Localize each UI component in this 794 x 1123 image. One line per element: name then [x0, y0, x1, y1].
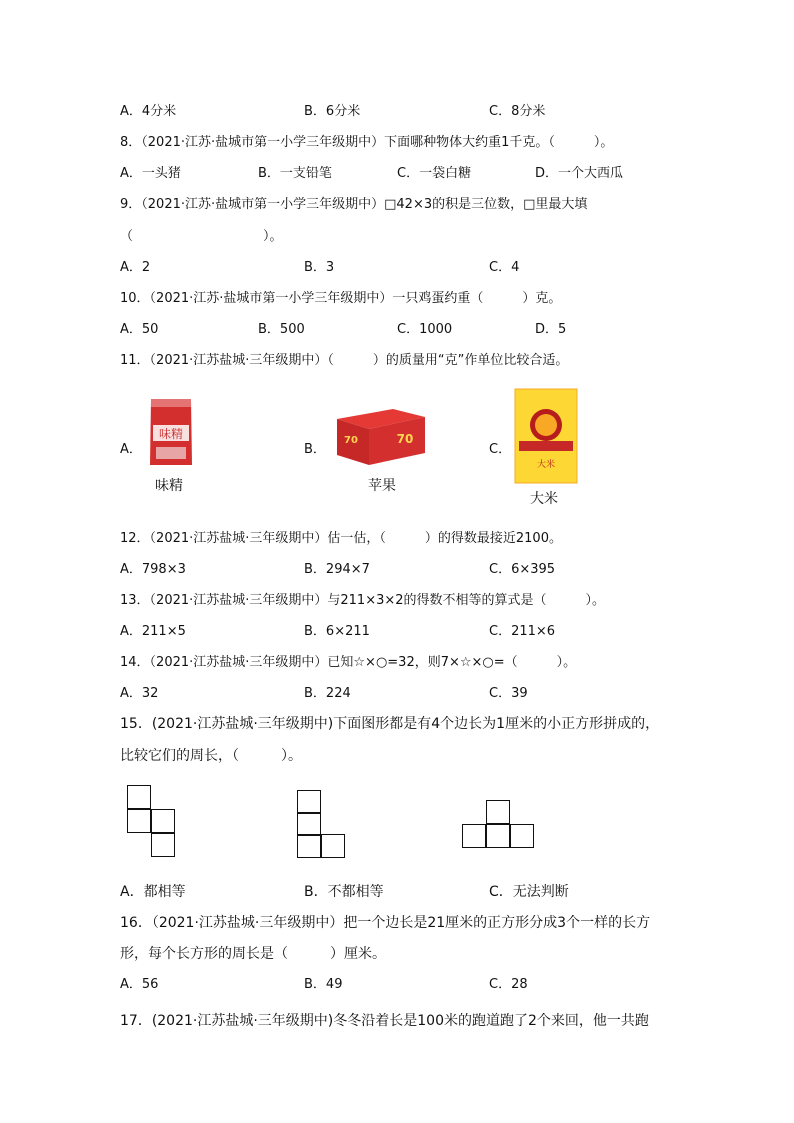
q15-option-a[interactable]: A．都相等: [120, 884, 186, 900]
q10-option-b[interactable]: B．500: [258, 322, 305, 337]
unit-square: [321, 834, 345, 858]
q13-stem: 13．（2021·江苏盐城·三年级期中）与211×3×2的得数不相等的算式是（ ）。: [120, 593, 606, 608]
msg-bag-image: [148, 397, 194, 467]
q7-option-c[interactable]: C．8分米: [489, 104, 546, 119]
q11-caption-b: 苹果: [368, 478, 396, 494]
q14-option-a[interactable]: A．32: [120, 686, 159, 701]
unit-square: [486, 800, 510, 824]
unit-square: [151, 833, 175, 857]
q14-stem: 14．（2021·江苏盐城·三年级期中）已知☆×○=32，则7×☆×○=（ ）。: [120, 655, 577, 670]
q13-option-a[interactable]: A．211×5: [120, 624, 186, 639]
q12-stem: 12．（2021·江苏盐城·三年级期中）估一估，（ ）的得数最接近2100。: [120, 531, 562, 546]
q9-option-b[interactable]: B．3: [304, 260, 335, 275]
q9-option-c[interactable]: C．4: [489, 260, 520, 275]
q8-option-c[interactable]: C．一袋白糖: [397, 166, 472, 181]
q15-stem-cont: 比较它们的周长，（ ）。: [120, 748, 302, 764]
unit-square: [297, 812, 321, 836]
q11-option-c[interactable]: C．: [489, 442, 512, 457]
unit-square: [127, 785, 151, 809]
msg-bag-label: 味精: [158, 427, 184, 441]
unit-square: [486, 824, 510, 848]
q13-option-c[interactable]: C．211×6: [489, 624, 556, 639]
unit-square: [151, 809, 175, 833]
unit-square: [510, 824, 534, 848]
q14-option-c[interactable]: C．39: [489, 686, 528, 701]
q11-option-b[interactable]: B．: [304, 442, 326, 457]
q11-caption-a: 味精: [155, 478, 183, 494]
q12-option-a[interactable]: A．798×3: [120, 562, 186, 577]
q16-option-c[interactable]: C．28: [489, 977, 528, 992]
unit-square: [462, 824, 486, 848]
q8-option-b[interactable]: B．一支铅笔: [258, 166, 332, 181]
q11-stem: 11．（2021·江苏盐城·三年级期中）（ ）的质量用“克”作单位比较合适。: [120, 353, 569, 368]
q15-option-b[interactable]: B．不都相等: [304, 884, 384, 900]
q14-option-b[interactable]: B．224: [304, 686, 351, 701]
apple-box-label-right: 70: [396, 432, 414, 446]
q13-option-b[interactable]: B．6×211: [304, 624, 370, 639]
q9-stem: 9．（2021·江苏·盐城市第一小学三年级期中）□42×3的积是三位数，□里最大填: [120, 197, 588, 212]
q11-option-a[interactable]: A．: [120, 442, 142, 457]
q10-option-d[interactable]: D．5: [535, 322, 567, 337]
q17-stem: 17．(2021·江苏盐城·三年级期中)冬冬沿着长是100米的跑道跑了2个来回，他一共跑: [120, 1013, 649, 1029]
apple-box-label-left: 70: [344, 435, 358, 446]
q16-option-a[interactable]: A．56: [120, 977, 159, 992]
unit-square: [127, 809, 151, 833]
q16-stem: 16．（2021·江苏盐城·三年级期中）把一个边长是21厘米的正方形分成3个一样的长方: [120, 915, 651, 931]
q12-option-b[interactable]: B．294×7: [304, 562, 370, 577]
q11-caption-c: 大米: [530, 491, 558, 507]
q15-option-c[interactable]: C．无法判断: [489, 884, 569, 900]
q10-stem: 10．（2021·江苏·盐城市第一小学三年级期中）一只鸡蛋约重（ ）克。: [120, 291, 562, 306]
q8-option-a[interactable]: A．一头猪: [120, 166, 181, 181]
q9-option-a[interactable]: A．2: [120, 260, 151, 275]
unit-square: [297, 834, 321, 858]
q9-stem-cont: （ ）。: [120, 229, 283, 244]
rice-bag-label: 大米: [536, 460, 556, 470]
q16-option-b[interactable]: B．49: [304, 977, 343, 992]
q10-option-c[interactable]: C．1000: [397, 322, 453, 337]
q16-stem-cont: 形，每个长方形的周长是（ ）厘米。: [120, 946, 386, 962]
q8-option-d[interactable]: D．一个大西瓜: [535, 166, 624, 181]
q8-stem: 8．（2021·江苏·盐城市第一小学三年级期中）下面哪种物体大约重1千克。（ ）。: [120, 135, 614, 150]
q7-option-b[interactable]: B．6分米: [304, 104, 361, 119]
apple-box-image: [333, 403, 429, 467]
unit-square: [297, 790, 321, 814]
q10-option-a[interactable]: A．50: [120, 322, 159, 337]
q12-option-c[interactable]: C．6×395: [489, 562, 556, 577]
q15-stem: 15．(2021·江苏盐城·三年级期中)下面图形都是有4个边长为1厘米的小正方形拼成的，: [120, 716, 660, 732]
q7-option-a[interactable]: A．4分米: [120, 104, 177, 119]
rice-bag-image: [513, 387, 579, 485]
